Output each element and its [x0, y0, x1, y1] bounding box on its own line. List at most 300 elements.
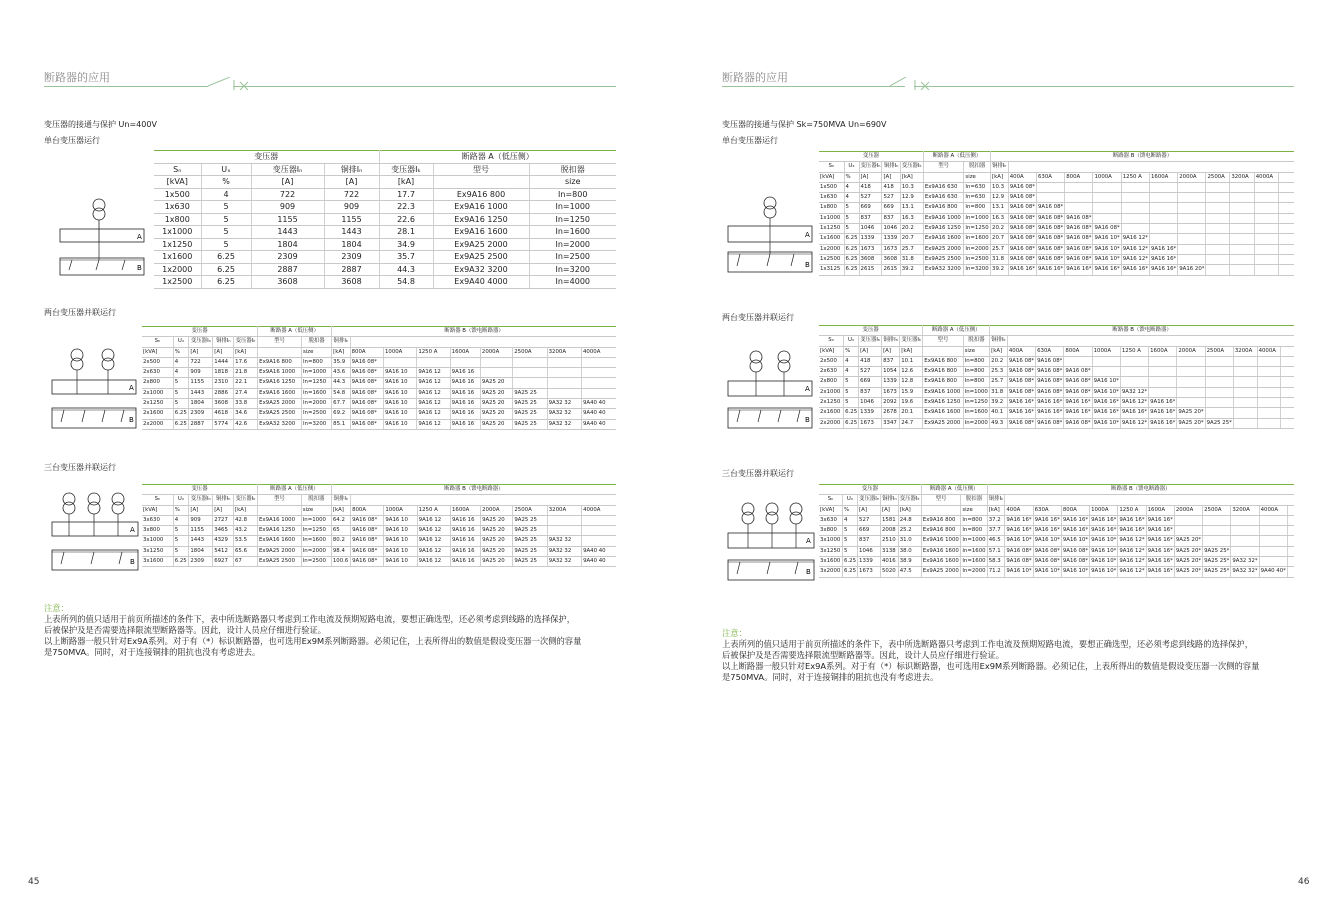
table-cell: 9A16 12	[417, 419, 450, 429]
table-cell: 2x1000	[142, 388, 173, 398]
table-cell: size	[301, 505, 331, 515]
table-cell: 9A16 08*	[1008, 213, 1036, 223]
table-cell: 1673	[858, 567, 881, 577]
table-cell: 4	[844, 193, 859, 203]
table-cell: 9A16 08*	[1008, 182, 1036, 192]
label-b: B	[130, 558, 135, 566]
table-cell: 9A16 08*	[1005, 546, 1033, 556]
table-cell: 9A16 10	[384, 557, 417, 567]
table-row	[819, 377, 1294, 387]
table-cell	[1257, 377, 1281, 387]
header-rule	[44, 86, 208, 87]
table-cell: 22.1	[234, 378, 258, 388]
table-cell: 9A25 20	[481, 515, 513, 525]
table-cell	[1254, 254, 1278, 264]
table-cell: 4	[844, 367, 859, 377]
table-cell: In=2000	[301, 399, 331, 409]
table-cell: 6.25	[843, 567, 858, 577]
table-cell: 9A16 08*	[1007, 418, 1035, 428]
table-cell: 3x1000	[819, 536, 843, 546]
table-cell	[1174, 515, 1202, 525]
table-cell: 1000A	[1093, 172, 1121, 182]
table-cell: 9A16 08*	[350, 357, 383, 367]
table-cell: 6927	[213, 557, 234, 567]
table-cell	[1281, 356, 1294, 366]
table-cell: 909	[324, 201, 379, 214]
table-cell: 9A16 10*	[1093, 234, 1121, 244]
table-cell	[1149, 203, 1177, 213]
table-cell	[1259, 536, 1287, 546]
table-cell: 9A16 16*	[1007, 398, 1035, 408]
table-cell	[1121, 182, 1149, 192]
table-cell: In=2000	[529, 238, 616, 251]
table-cell: 3x1250	[819, 546, 843, 556]
table-cell: 9A16 08*	[1064, 367, 1092, 377]
table-cell: 4000A	[581, 347, 616, 357]
table-cell	[1257, 387, 1281, 397]
table-cell: 9A16 16*	[1036, 265, 1064, 275]
table-cell	[513, 368, 547, 378]
table-cell: 9A16 08*	[351, 546, 384, 556]
table-cell: 2x1600	[142, 409, 173, 419]
table-cell: 9A32 32*	[1231, 557, 1259, 567]
table-row	[819, 567, 1294, 577]
table-cell	[1121, 213, 1149, 223]
table-cell: 铜排Iₖ	[991, 162, 1009, 172]
table-cell	[1149, 234, 1177, 244]
header-rule-right	[233, 86, 616, 87]
page-number: 45	[28, 877, 40, 887]
table-cell	[1279, 182, 1294, 192]
table-cell: 9A16 10*	[1090, 557, 1118, 567]
table-cell	[1259, 526, 1287, 536]
table-cell	[1254, 244, 1278, 254]
table-cell	[1259, 515, 1287, 525]
table-cell: 9A16 10*	[1090, 546, 1118, 556]
table-cell: 3x1000	[142, 536, 173, 546]
table-cell: 9A16 12	[417, 557, 450, 567]
table-cell: 9A16 10	[383, 378, 416, 388]
table-cell: 9A25 20	[481, 546, 513, 556]
table-cell: 1046	[858, 546, 881, 556]
table-cell: 2309	[251, 251, 324, 264]
table-row	[819, 182, 1294, 192]
table-cell: In=1600	[961, 557, 987, 567]
table-cell: 39.2	[900, 265, 923, 275]
section-three-title: 三台变压器并联运行	[44, 463, 116, 472]
table-cell	[1279, 203, 1294, 213]
table-cell	[1149, 367, 1177, 377]
table-cell: 31.8	[900, 254, 923, 264]
table-cell: 25.7	[990, 377, 1008, 387]
table-row	[819, 193, 1294, 203]
table-cell: In=1600	[301, 388, 331, 398]
table-cell: Uₓ	[173, 495, 189, 505]
table-cell: 35.9	[332, 357, 350, 367]
table-cell: 2309	[189, 557, 213, 567]
table-cell: 4000A	[1254, 172, 1278, 182]
table-cell: [A]	[213, 347, 234, 357]
table-cell: Ex9A32 3200	[923, 265, 964, 275]
table-cell	[1287, 546, 1294, 556]
table-cell: 9A16 08*	[1007, 367, 1035, 377]
table-cell: 型号	[258, 337, 302, 347]
table-cell	[547, 357, 581, 367]
table-cell: 9A25 20*	[1174, 536, 1202, 546]
table-cell: 9A16 16*	[1120, 408, 1148, 418]
table-cell	[1205, 377, 1233, 387]
table-cell: 98.4	[331, 546, 350, 556]
table-cell: 4	[843, 515, 858, 525]
table-cell: 1443	[189, 388, 213, 398]
table-cell: 9A32 32	[547, 399, 581, 409]
table-cell: 9A25 20*	[1177, 408, 1205, 418]
table-cell: 1818	[213, 368, 234, 378]
table-cell	[1177, 356, 1205, 366]
table-cell: 9A16 08*	[1065, 224, 1093, 234]
table-cell: 12.8	[900, 377, 923, 387]
table-cell	[1230, 254, 1254, 264]
table-cell: 9A16 12*	[1120, 418, 1148, 428]
table-cell: 31.8	[990, 387, 1008, 397]
table-cell: 527	[882, 193, 900, 203]
table-cell: 9A16 16	[450, 368, 480, 378]
table-cell: [A]	[189, 505, 213, 515]
table-cell: 40.1	[990, 408, 1008, 418]
table-cell: Ex9A32 3200	[258, 419, 302, 429]
table-cell: 9A16 08*	[1036, 387, 1064, 397]
table-cell: 9A16 12	[417, 515, 450, 525]
table-cell: 2500A	[513, 505, 547, 515]
table-cell: 38.0	[898, 546, 921, 556]
table-cell	[1230, 234, 1254, 244]
table-cell: 9A16 10*	[1061, 567, 1089, 577]
table-cell: 断路器 A（低压侧）	[923, 326, 990, 336]
table-cell: 5	[843, 546, 858, 556]
table-cell: 3608	[251, 276, 324, 289]
table-cell: 4016	[880, 557, 898, 567]
table-cell: 2615	[859, 265, 882, 275]
table-cell	[1121, 224, 1149, 234]
header-cross-icon	[233, 77, 255, 91]
table-row	[819, 254, 1294, 264]
table-cell: 2000A	[1177, 346, 1205, 356]
table-cell: 9A25 20	[480, 399, 512, 409]
section-single-title: 单台变压器运行	[722, 136, 778, 145]
table-cell	[1205, 367, 1233, 377]
table-cell	[350, 337, 616, 347]
table-cell	[1178, 244, 1206, 254]
table-cell: 1x800	[154, 213, 201, 226]
table-cell: 9A16 08*	[1008, 244, 1036, 254]
table-cell: Ex9A16 1250	[258, 526, 302, 536]
table-cell: In=1250	[529, 213, 616, 226]
table-cell: 9A16 20*	[1178, 265, 1206, 275]
table-cell: In=1250	[963, 398, 990, 408]
table-cell: Ex9A16 1600	[923, 408, 963, 418]
table-cell: 1250 A	[1120, 346, 1148, 356]
table-cell: In=2000	[963, 418, 990, 428]
table-cell: 9A25 20*	[1174, 567, 1202, 577]
table-row	[819, 526, 1294, 536]
table-cell: 变压器Iₖ	[379, 163, 433, 176]
section-single-title: 单台变压器运行	[44, 136, 100, 145]
table-cell: 9A16 16*	[1033, 526, 1061, 536]
table-cell: 9A16 08*	[1008, 224, 1036, 234]
table-cell: 变压器	[819, 152, 923, 162]
table-row	[819, 367, 1294, 377]
table-cell: Ex9A25 2500	[433, 251, 529, 264]
table-cell: 12.9	[991, 193, 1009, 203]
table-cell: 42.6	[234, 419, 258, 429]
table-cell	[433, 176, 529, 189]
table-cell: 20.7	[900, 234, 923, 244]
table-cell: 9A16 16*	[1033, 515, 1061, 525]
table-cell: 9A16 16*	[1065, 265, 1093, 275]
table-cell: Ex9A16 800	[921, 526, 961, 536]
table-cell: 35.7	[379, 251, 433, 264]
table-cell: Uₓ	[844, 162, 859, 172]
table-cell: 9A25 20*	[1174, 557, 1202, 567]
table-cell	[1281, 377, 1294, 387]
note-title: 注意：	[722, 628, 747, 638]
table-cell	[1177, 377, 1205, 387]
table-cell: 9A25 25	[513, 546, 547, 556]
table-cell: 断路器 B（馈电断路器）	[987, 485, 1294, 495]
table-cell: 9A16 10	[383, 409, 416, 419]
table-cell	[1257, 408, 1281, 418]
table-cell	[1230, 244, 1254, 254]
table-cell: Sₙ	[154, 163, 201, 176]
table-cell: 1x630	[154, 201, 201, 214]
table-cell: 5	[173, 526, 189, 536]
table-cell	[1281, 346, 1294, 356]
table-cell: size	[961, 505, 987, 515]
table-cell: [kVA]	[142, 347, 173, 357]
table-cell: 46.5	[987, 536, 1005, 546]
table-cell: 669	[859, 203, 882, 213]
table-cell: 5	[844, 213, 859, 223]
table-cell: 9A16 16*	[1146, 515, 1174, 525]
label-b: B	[129, 416, 134, 424]
table-cell: [kVA]	[142, 505, 173, 515]
table-cell: 断路器 B（馈电断路器）	[991, 152, 1294, 162]
table-cell	[1093, 213, 1121, 223]
table-cell	[1257, 418, 1281, 428]
table-cell: 1x800	[819, 203, 844, 213]
table-cell: 铜排Iₖ	[987, 495, 1005, 505]
table-cell: 断路器 A（低压侧）	[379, 151, 616, 164]
table-cell: 6.25	[173, 557, 189, 567]
table-cell: 44.3	[379, 263, 433, 276]
table-cell: 9A16 12	[417, 388, 450, 398]
table-cell: 9A16 16*	[1149, 398, 1177, 408]
table-cell: 38.9	[898, 557, 921, 567]
table-cell	[1281, 367, 1294, 377]
table-cell: 9A16 10	[384, 526, 417, 536]
table-cell: 9A16 16*	[1064, 408, 1092, 418]
table-cell: 9A16 12*	[1118, 557, 1146, 567]
table-cell: 4	[173, 357, 189, 367]
table-cell: 43.6	[332, 368, 350, 378]
two-transformer-diagram	[50, 346, 138, 432]
table-cell: 铜排Iₙ	[324, 163, 379, 176]
table-row	[142, 526, 616, 536]
table-cell: 9A16 12	[417, 368, 450, 378]
table-cell	[1231, 526, 1259, 536]
table-cell: 6.25	[201, 251, 251, 264]
table-cell: 型号	[258, 495, 302, 505]
table-cell: 9A40 40	[581, 419, 616, 429]
table-cell	[1092, 356, 1120, 366]
table-cell: Ex9A16 800	[923, 377, 963, 387]
table-cell: 9A16 16*	[1036, 398, 1064, 408]
table-cell: Ex9A16 1600	[433, 226, 529, 239]
table-cell: 5	[201, 213, 251, 226]
table-cell: 69.2	[332, 409, 350, 419]
table-cell: 9A25 20	[480, 388, 512, 398]
table-cell	[1233, 377, 1257, 387]
label-a: A	[806, 537, 811, 545]
table-cell: 6.25	[844, 408, 859, 418]
table-cell: 变压器	[142, 485, 258, 495]
table-cell: [A]	[859, 346, 882, 356]
table-cell: 铜排Iₙ	[882, 336, 900, 346]
table-cell: 9A25 25	[513, 399, 547, 409]
table-cell: 2500A	[1206, 172, 1230, 182]
table-cell: size	[963, 346, 990, 356]
table-cell	[1233, 356, 1257, 366]
table-cell: 1804	[189, 399, 213, 409]
table-cell	[1231, 536, 1259, 546]
table-cell	[383, 357, 416, 367]
table-cell: 65	[331, 526, 350, 536]
table-cell	[1064, 356, 1092, 366]
table-cell: 1339	[859, 234, 882, 244]
table-cell: 9A16 08*	[1008, 254, 1036, 264]
table-cell: 1x1250	[819, 224, 844, 234]
table-cell: 1x500	[154, 188, 201, 201]
table-cell: In=3200	[529, 263, 616, 276]
table-cell: Uₓ	[173, 337, 189, 347]
table-cell: 42.8	[234, 515, 258, 525]
table-cell: 21.8	[234, 368, 258, 378]
table-cell: In=1000	[963, 387, 990, 397]
table-cell: 1x1000	[819, 213, 844, 223]
table-cell: 2000A	[481, 505, 513, 515]
table-cell: [A]	[859, 172, 882, 182]
table-cell: 2309	[324, 251, 379, 264]
table-cell: 9A16 08*	[351, 536, 384, 546]
table-cell	[1254, 213, 1278, 223]
table-cell: 5	[844, 398, 859, 408]
table-cell: 527	[858, 515, 881, 525]
table-cell: 9A16 08*	[1036, 244, 1064, 254]
table-cell: 20.2	[990, 356, 1008, 366]
table-cell: [kA]	[900, 346, 923, 356]
table-cell: 3200A	[1230, 172, 1254, 182]
table-cell	[1231, 546, 1259, 556]
table-cell: 9A16 16*	[1149, 244, 1177, 254]
table-cell: 54.8	[379, 276, 433, 289]
table-cell	[1230, 203, 1254, 213]
table-cell	[1093, 203, 1121, 213]
table-cell: %	[173, 505, 189, 515]
label-b: B	[805, 261, 810, 269]
table-cell: Ex9A25 2000	[923, 244, 964, 254]
table-cell: 37.2	[987, 515, 1005, 525]
table-row	[819, 408, 1294, 418]
table-cell	[1178, 254, 1206, 264]
table-cell: 2008	[880, 526, 898, 536]
table-cell: 变压器Iₖ	[234, 495, 258, 505]
note-block	[722, 628, 1302, 683]
table-cell: 58.3	[987, 557, 1005, 567]
table-cell: 1600A	[1149, 172, 1177, 182]
single-transformer-diagram	[726, 194, 814, 276]
table-cell: 9A16 08*	[1065, 254, 1093, 264]
table-cell: 9A25 20	[480, 419, 512, 429]
table-cell: 64.2	[331, 515, 350, 525]
table-cell: In=2000	[301, 546, 331, 556]
table-cell: Ex9A25 2500	[258, 409, 302, 419]
table-cell: 9A25 25	[513, 515, 547, 525]
table-cell: 1250 A	[417, 505, 450, 515]
table-cell: 9A16 16*	[1118, 515, 1146, 525]
table-cell: 800A	[1064, 346, 1092, 356]
table-cell: 断路器 B（馈电断路器）	[990, 326, 1294, 336]
table-cell: 9A16 08*	[350, 388, 383, 398]
section-two-title: 两台变压器并联运行	[722, 313, 794, 322]
table-cell: 31.0	[898, 536, 921, 546]
table-cell: 9A16 12	[417, 409, 450, 419]
table-cell: 1581	[880, 515, 898, 525]
table-cell: 9A40 40	[582, 546, 616, 556]
table-cell	[1178, 193, 1206, 203]
table-cell: 2510	[880, 536, 898, 546]
table-cell: 9A25 20	[481, 536, 513, 546]
table-cell	[1287, 557, 1294, 567]
table-cell: Ex9A25 2000	[258, 546, 302, 556]
table-cell: 9A16 16	[450, 419, 480, 429]
table-cell: 39.2	[991, 265, 1009, 275]
table-cell: [A]	[858, 505, 881, 515]
table-row	[819, 234, 1294, 244]
table-cell: 25.3	[990, 367, 1008, 377]
table-cell: 型号	[921, 495, 961, 505]
table-cell: 9A25 25	[513, 557, 547, 567]
table-cell: Uₓ	[201, 163, 251, 176]
table-row	[142, 378, 616, 388]
table-cell: 9A16 08*	[1036, 418, 1064, 428]
table-cell: 4000A	[1257, 346, 1281, 356]
table-cell	[581, 378, 616, 388]
table-cell: 2000A	[480, 347, 512, 357]
table-cell: 9A16 12	[417, 399, 450, 409]
table-cell	[1254, 203, 1278, 213]
table-cell: [kVA]	[819, 172, 844, 182]
table-cell: 9A25 25	[513, 536, 547, 546]
table-cell: In=1250	[301, 526, 331, 536]
label-b: B	[137, 264, 142, 272]
table-cell: 1339	[882, 234, 900, 244]
table-cell	[547, 368, 581, 378]
table-cell: 1804	[324, 238, 379, 251]
table-cell: 3200A	[1231, 505, 1259, 515]
table-cell: 9A40 40*	[1259, 567, 1287, 577]
table-cell: 9A16 10*	[1090, 536, 1118, 546]
table-row	[142, 419, 616, 429]
